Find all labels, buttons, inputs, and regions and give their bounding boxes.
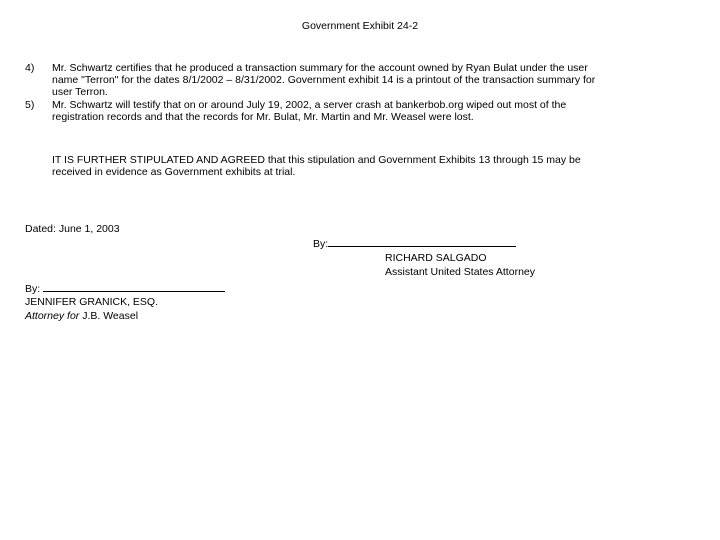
- government-signature-line: [313, 237, 516, 250]
- paragraph-line: registration records and that the records for Mr. Bulat, Mr. Martin and Mr. Weasel were lost.: [52, 111, 474, 123]
- defense-signature-line: [25, 282, 225, 295]
- item-paragraph-5: [52, 99, 680, 123]
- item-number-4: 4): [25, 62, 35, 74]
- defense-signer-name: JENNIFER GRANICK, ESQ.: [25, 296, 159, 308]
- paragraph-line: user Terron.: [52, 86, 108, 98]
- government-signer-title: Assistant United States Attorney: [385, 266, 535, 278]
- client-name: J.B. Weasel: [79, 310, 139, 322]
- document-title: Government Exhibit 24-2: [301, 20, 419, 32]
- by-label: By:: [313, 238, 329, 250]
- item-paragraph-4: [52, 62, 680, 98]
- paragraph-line: received in evidence as Government exhibits at trial.: [52, 166, 296, 178]
- paragraph-line: IT IS FURTHER STIPULATED AND AGREED that this stipulation and Government Exhibits 13 through 15 may be: [52, 154, 581, 166]
- by-label: By:: [25, 283, 41, 295]
- stipulation-paragraph: [52, 154, 680, 178]
- paragraph-line: name "Terron" for the dates 8/1/2002 – 8/31/2002. Government exhibit 14 is a printout of the transaction summary for: [52, 74, 596, 86]
- government-signer-name: RICHARD SALGADO: [385, 252, 487, 264]
- defense-signer-title: [25, 310, 138, 322]
- signature-underline: [43, 282, 225, 292]
- dated-line: Dated: June 1, 2003: [25, 223, 120, 235]
- item-number-5: 5): [25, 99, 35, 111]
- paragraph-line: Mr. Schwartz will testify that on or around July 19, 2002, a server crash at bankerbob.org wiped out most of the: [52, 99, 567, 111]
- paragraph-line: Mr. Schwartz certifies that he produced a transaction summary for the account owned by Ryan Bulat under the user: [52, 62, 588, 74]
- attorney-for-label: Attorney for: [25, 310, 80, 322]
- signature-underline: [328, 237, 516, 247]
